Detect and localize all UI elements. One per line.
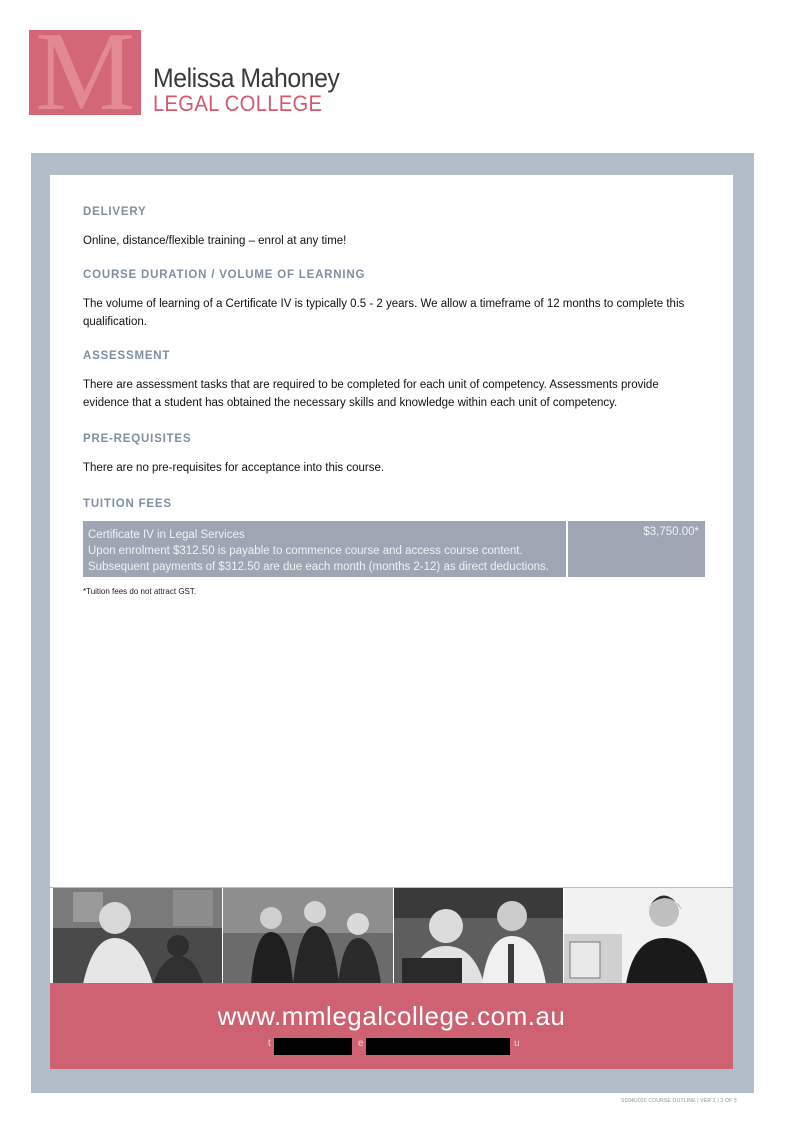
footer-banner: [50, 983, 733, 1069]
document-code: SS04U020 COURSE OUTLINE | VER 1 | 3 OF 3: [621, 1098, 737, 1104]
fee-line-course: Certificate IV in Legal Services: [88, 529, 245, 541]
duration-text: The volume of learning of a Certificate IV is typically 0.5 - 2 years. We allow a timeframe of 12 months to complete this qualification.: [83, 298, 685, 328]
phone-label: t: [268, 1038, 271, 1049]
fee-line-enrolment: Upon enrolment $312.50 is payable to commence course and access course content.: [88, 545, 523, 557]
photo-man-and-woman: [394, 888, 563, 984]
delivery-text: Online, distance/flexible training – enrol at any time!: [83, 235, 347, 247]
redaction-bar-email: [366, 1038, 510, 1055]
logo-letter: M: [35, 30, 135, 115]
logo-mark: [29, 30, 141, 115]
fee-line-subsequent: Subsequent payments of $312.50 are due each month (months 2-12) as direct deductions.: [88, 561, 549, 573]
fees-description: [83, 521, 568, 577]
fees-table: [83, 521, 705, 577]
photo-woman-reading: [564, 888, 733, 984]
photo-strip: [50, 888, 733, 984]
college-subtitle: LEGAL COLLEGE: [153, 91, 323, 116]
email-label: e: [358, 1038, 364, 1049]
prerequisites-heading: PRE-REQUISITES: [83, 433, 192, 445]
email-suffix: u: [514, 1038, 520, 1049]
college-name: Melissa Mahoney: [153, 63, 340, 93]
tuition-heading: TUITION FEES: [83, 498, 172, 510]
assessment-text: There are assessment tasks that are required to be completed for each unit of competency. Assessments provide evidence that a student has obtained the necessary skills and knowledge within each unit of competency.: [83, 379, 659, 409]
photo-woman-on-bus: [53, 888, 222, 984]
assessment-heading: ASSESSMENT: [83, 350, 171, 362]
prerequisites-text: There are no pre-requisites for acceptance into this course.: [83, 462, 385, 474]
fee-note: *Tuition fees do not attract GST.: [83, 587, 197, 596]
delivery-heading: DELIVERY: [83, 206, 147, 218]
website-url[interactable]: www.mmlegalcollege.com.au: [217, 1001, 566, 1031]
photo-group-of-women: [223, 888, 393, 984]
duration-heading: COURSE DURATION / VOLUME OF LEARNING: [83, 269, 366, 281]
redaction-bar-phone: [274, 1038, 352, 1055]
fee-amount: $3,750.00*: [643, 526, 699, 538]
